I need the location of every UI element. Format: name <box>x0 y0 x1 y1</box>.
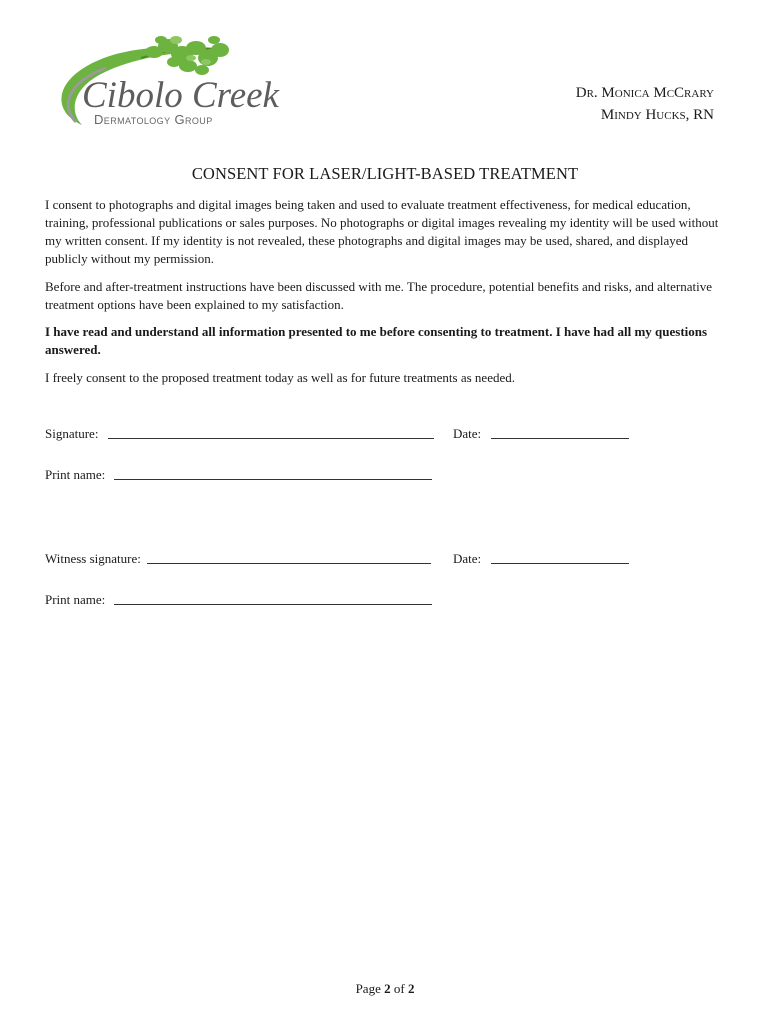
cibolo-creek-logo <box>46 32 279 132</box>
consent-statement-paragraph: I freely consent to the proposed treatment today as well as for future treatments as needed. <box>45 370 515 385</box>
signature-line[interactable] <box>108 437 434 439</box>
page-number <box>0 981 770 997</box>
provider-nurse: Mindy Hucks, RN <box>600 107 714 123</box>
logo-script-text: Cibolo Creek <box>82 75 279 116</box>
print-name-line[interactable] <box>114 478 432 480</box>
witness-signature-line[interactable] <box>147 562 431 564</box>
instructions-paragraph: Before and after-treatment instructions have been discussed with me. The procedure, potential benefits and risks, and alternative treatment options have been explained to my satisfaction. <box>45 279 712 312</box>
witness-print-name-line[interactable] <box>114 603 432 605</box>
witness-signature-field[interactable] <box>45 551 431 567</box>
witness-print-name-field[interactable] <box>45 592 432 608</box>
acknowledgement-paragraph: I have read and understand all information presented to me before consenting to treatment. I have had all my questions answered. <box>45 324 708 357</box>
page-total: 2 <box>407 981 415 996</box>
print-name-label: Print name: <box>45 467 106 482</box>
photo-consent-paragraph: I consent to photographs and digital images being taken and used to evaluate treatment effectiveness, for medical education, training, professional publications or sales purposes. No photographs or digital images revealing my identity will be used without my written consent. If my identity is not revealed, these photographs and digital images may be used, shared, and displayed publicly without my permission. <box>45 197 719 266</box>
logo-subtitle: Dermatology Group <box>94 112 213 127</box>
page-title: CONSENT FOR LASER/LIGHT-BASED TREATMENT <box>191 164 579 183</box>
page-word: Page <box>355 981 381 996</box>
page-current: 2 <box>384 981 391 996</box>
witness-date-label: Date: <box>453 551 482 566</box>
date-field[interactable] <box>453 426 629 442</box>
provider-doctor: Dr. Monica McCrary <box>575 85 714 101</box>
signature-field[interactable] <box>45 426 434 442</box>
date-label: Date: <box>453 426 482 441</box>
witness-date-field[interactable] <box>453 551 629 567</box>
of-word: of <box>393 981 405 996</box>
print-name-field[interactable] <box>45 467 432 483</box>
provider-names <box>576 82 714 126</box>
witness-print-name-label: Print name: <box>45 592 106 607</box>
signature-label: Signature: <box>45 426 99 441</box>
witness-signature-label: Witness signature: <box>45 551 141 566</box>
witness-date-line[interactable] <box>491 562 629 564</box>
date-line[interactable] <box>491 437 629 439</box>
